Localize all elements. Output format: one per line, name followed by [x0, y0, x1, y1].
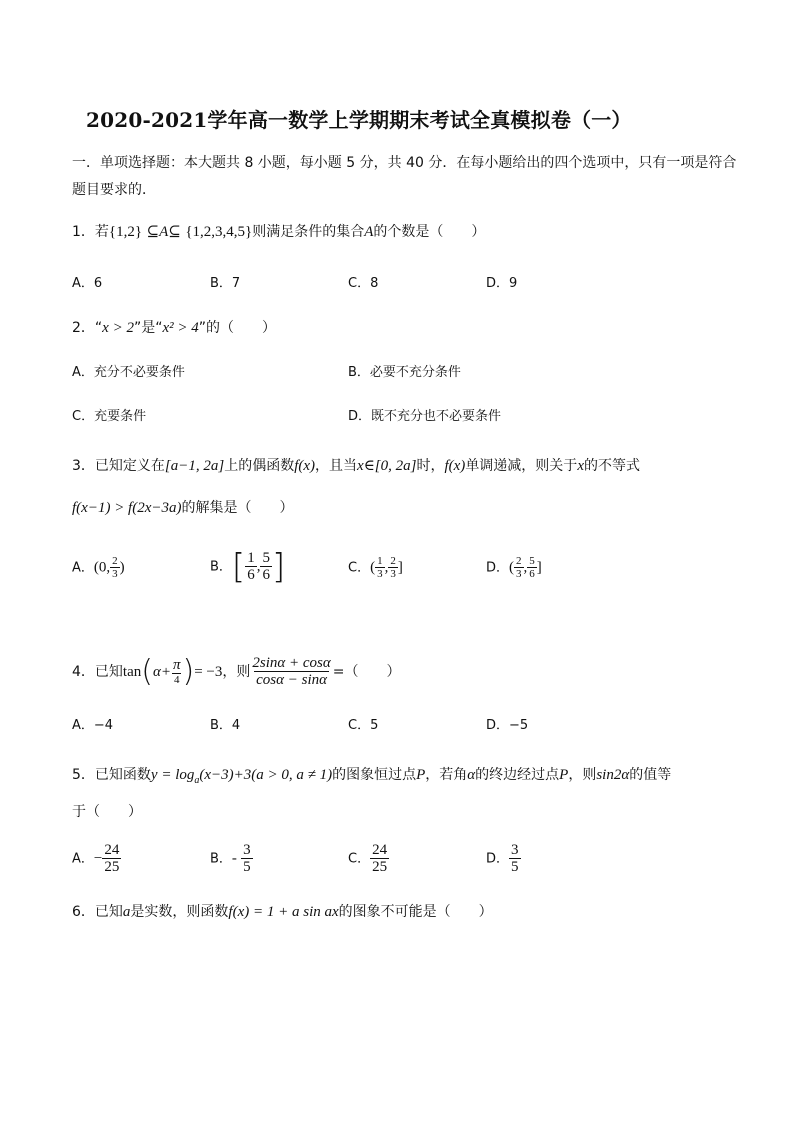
q3-option-c-den1: 3 — [377, 568, 383, 580]
page-title: 2020-2021学年高一数学上学期期末考试全真模拟卷（一） — [86, 108, 632, 132]
q3-inequality: f(x−1) > f(2x−3a) — [72, 500, 182, 516]
q5-option-a — [72, 843, 121, 875]
q5-option-a-num: 24 — [104, 842, 120, 858]
q1-set1: {1,2} — [108, 224, 143, 240]
q1-option-d: D．9 — [486, 276, 518, 291]
q5-mid3: 的终边经过点 — [475, 767, 560, 783]
q5-option-a-label: A． — [72, 851, 94, 867]
q4-prefix: 4．已知 — [72, 664, 123, 680]
q2-condition-1: x > 2 — [102, 320, 134, 336]
q4-option-a: A．−4 — [72, 718, 114, 733]
q3-option-c-open: ( — [370, 559, 376, 576]
q5-alpha: α — [467, 767, 476, 783]
q5-option-c — [348, 843, 389, 875]
q3-option-c-comma: , — [384, 559, 389, 576]
q3-option-d-comma: , — [523, 559, 528, 576]
q5-option-c-fraction — [370, 843, 389, 875]
q3-option-b-num1: 1 — [247, 550, 255, 566]
q3-option-a-num: 2 — [112, 555, 118, 567]
q5-option-d-fraction — [509, 843, 521, 875]
q3-function-2: f(x) — [444, 458, 466, 474]
q3-option-d-den2: 6 — [529, 568, 535, 580]
q5-option-c-label: C． — [348, 851, 371, 867]
q3-option-d-fraction-2 — [527, 556, 537, 580]
q3-option-c — [348, 556, 403, 580]
q2-prefix: 2．“ — [72, 320, 103, 336]
section-instruction-line2: 题目要求的． — [72, 182, 156, 198]
q4-equals: = −3 — [194, 664, 223, 680]
q2-option-c: C．充要条件 — [72, 409, 147, 424]
question-3-line2 — [72, 498, 294, 518]
q1-subset-symbol-2: ⊆ — [168, 224, 181, 240]
q5-point-p: P — [416, 767, 426, 783]
q5-option-b-sign: - — [231, 850, 237, 867]
q3-text-e: 单调递减，则关于 — [465, 458, 578, 474]
q5-option-b-num: 3 — [243, 842, 251, 858]
q5-mid: 的图象恒过点 — [332, 767, 417, 783]
q3-option-a-close: ) — [119, 559, 125, 576]
question-5-line1 — [72, 765, 671, 791]
q4-pi-fraction — [171, 658, 183, 686]
q4-alpha: α+ — [152, 664, 171, 680]
q4-option-d: D．−5 — [486, 718, 529, 733]
q6-function: f(x) = 1 + a sin ax — [228, 904, 339, 920]
q4-close-paren: ) — [182, 654, 195, 689]
q4-denominator: cosα − sinα — [256, 672, 327, 688]
q4-pi: π — [172, 657, 181, 673]
q5-option-d-den: 5 — [511, 859, 519, 875]
q5-option-d — [486, 843, 521, 875]
q5-option-a-fraction — [102, 843, 121, 875]
q4-suffix: =（ ） — [332, 664, 401, 680]
q5-option-b-den: 5 — [243, 859, 251, 875]
q3-option-b-den2: 6 — [262, 567, 270, 583]
q3-option-d-num2: 5 — [529, 555, 535, 567]
question-1 — [72, 222, 485, 242]
q4-numerator: 2sinα + cosα — [252, 655, 331, 671]
q3-function: f(x) — [294, 458, 316, 474]
q4-tan: tan — [122, 664, 142, 680]
question-6 — [72, 902, 493, 922]
q6-mid: 是实数，则函数 — [130, 904, 229, 920]
q3-variable: x — [577, 458, 584, 474]
q3-option-c-fraction-1 — [375, 556, 385, 580]
q3-option-b-fraction-2 — [260, 551, 272, 583]
q5-prefix: 5．已知函数 — [72, 767, 151, 783]
q3-option-d-den1: 3 — [516, 568, 522, 580]
q5-option-a-sign: − — [93, 850, 103, 867]
q1-suffix-b: 的个数是（ ） — [373, 224, 486, 240]
q1-set2: {1,2,3,4,5} — [185, 224, 253, 240]
q3-suffix: 的解集是（ ） — [181, 500, 294, 516]
q5-option-b-fraction — [241, 843, 253, 875]
q3-text-f: 的不等式 — [583, 458, 640, 474]
section-instruction-line1: 一．单项选择题：本大题共 8 小题，每小题 5 分，共 40 分．在每小题给出的四个选项中，只有一项是符合 — [72, 155, 737, 171]
q5-option-b — [210, 843, 253, 875]
q3-option-d-close: ] — [536, 559, 542, 576]
q5-function-rest: (x−3)+3(a > 0, a ≠ 1) — [199, 767, 333, 783]
q1-prefix: 1．若 — [72, 224, 109, 240]
q3-option-c-fraction-2 — [388, 556, 398, 580]
q4-option-c: C．5 — [348, 718, 379, 733]
question-3-line1 — [72, 456, 640, 476]
q3-option-d-fraction-1 — [514, 556, 524, 580]
q5-suffix: 的值等 — [629, 767, 672, 783]
q6-prefix: 6．已知 — [72, 904, 123, 920]
q1-set-a: A — [159, 224, 169, 240]
q4-four: 4 — [173, 674, 180, 686]
q3-option-c-num2: 2 — [390, 555, 396, 567]
q5-option-d-num: 3 — [511, 842, 519, 858]
q1-option-c: C．8 — [348, 276, 379, 291]
q2-option-b: B．必要不充分条件 — [348, 365, 461, 380]
q3-option-c-den2: 3 — [390, 568, 396, 580]
q5-sin: sin2α — [596, 767, 630, 783]
q3-option-c-num1: 1 — [377, 555, 383, 567]
question-4 — [72, 656, 400, 688]
q3-option-d-open: ( — [509, 559, 515, 576]
q4-open-paren: ( — [141, 654, 153, 689]
q3-option-d-num1: 2 — [516, 555, 522, 567]
q3-option-b-comma: , — [256, 558, 261, 575]
q3-option-c-label: C． — [348, 560, 371, 576]
q5-option-d-label: D． — [486, 851, 510, 867]
q3-option-a-open: (0, — [93, 559, 111, 576]
q5-mid4: ，则 — [568, 767, 597, 783]
q5-function: y = log — [150, 767, 195, 783]
q5-option-c-den: 25 — [372, 859, 388, 875]
q1-option-a: A．6 — [72, 276, 103, 291]
q5-option-a-den: 25 — [104, 859, 120, 875]
q1-option-b: B．7 — [210, 276, 241, 291]
question-2 — [72, 318, 276, 338]
q3-option-a — [72, 556, 125, 580]
q5-option-c-num: 24 — [372, 842, 388, 858]
q2-option-d: D．既不充分也不必要条件 — [348, 409, 502, 424]
q3-option-c-close: ] — [397, 559, 403, 576]
q3-option-b — [210, 547, 286, 587]
q3-condition: x∈[0, 2a] — [357, 458, 417, 474]
q3-option-a-label: A． — [72, 560, 94, 576]
q3-text-a: 3．已知定义在 — [72, 458, 165, 474]
q5-log-base: a — [194, 774, 200, 786]
q3-text-b: 上的偶函数 — [224, 458, 295, 474]
q1-suffix-set: A — [364, 224, 374, 240]
q3-option-b-label: B． — [210, 559, 232, 575]
q6-suffix: 的图象不可能是（ ） — [338, 904, 493, 920]
q3-option-b-close-bracket: ] — [271, 547, 286, 587]
q3-text-c: ，且当 — [315, 458, 358, 474]
q3-option-a-den: 3 — [112, 568, 118, 580]
q5-option-b-label: B． — [210, 851, 232, 867]
q3-option-b-den1: 6 — [247, 567, 255, 583]
q3-option-a-fraction — [110, 556, 120, 580]
q4-option-b: B．4 — [210, 718, 241, 733]
q3-text-d: 时， — [416, 458, 445, 474]
q5-mid2: ，若角 — [425, 767, 468, 783]
q2-mid: ”是“ — [133, 320, 163, 336]
q2-condition-2: x² > 4 — [162, 320, 199, 336]
q2-option-a: A．充分不必要条件 — [72, 365, 185, 380]
q3-option-d-label: D． — [486, 560, 510, 576]
q1-subset-symbol: ⊆ — [146, 224, 160, 240]
q3-option-b-fraction-1 — [245, 551, 257, 583]
q3-option-b-num2: 5 — [262, 550, 270, 566]
q1-suffix-a: 则满足条件的集合 — [252, 224, 365, 240]
q4-then: ，则 — [222, 664, 251, 680]
q2-suffix: ”的（ ） — [198, 320, 277, 336]
q3-option-d — [486, 556, 542, 580]
q6-a: a — [122, 904, 131, 920]
q4-expression-fraction — [250, 656, 332, 688]
question-5-line2: 于（ ） — [72, 804, 142, 820]
q3-interval: [a−1, 2a] — [164, 458, 225, 474]
q3-option-b-open-bracket: [ — [231, 547, 246, 587]
q5-point-p-2: P — [559, 767, 569, 783]
